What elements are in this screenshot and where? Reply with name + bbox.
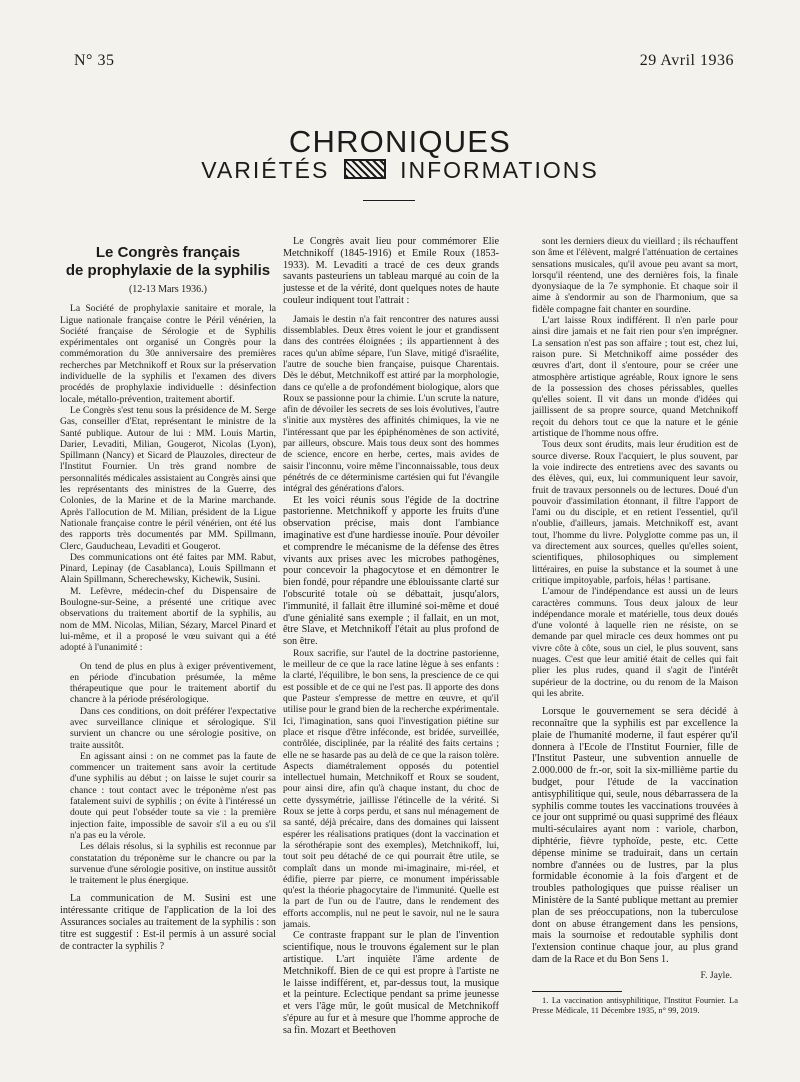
footnote: 1. La vaccination antisyphilitique, l'Institut Fournier. La Presse Médicale, 11 Décembre 1935, n° 99, 2019.	[532, 996, 738, 1015]
article-title	[60, 244, 276, 280]
quote-paragraph: Tous deux sont érudits, mais leur érudition est de source diverse. Roux l'acquiert, le plus souvent, par la voie indirecte des entretiens avec des savants ou des élèves, qui, eux, lui communiquent leur savoir, fruit de travaux personnels ou de lectures. Doué d'un pouvoir d'assimilation étonnant, il filtre l'apport de l'ami ou du disciple, et en retient l'essentiel, qu'il n'oublie, d'ailleurs, jamais. Metchnikoff est, avant tout, l'homme du livre. Polyglotte comme pas un, il va directement aux sources, quelles qu'elles soient, scientifiques, philosophiques ou simplement littéraires, en puise la substance et la soumet à une critique impitoyable, parfois, hélas ! partisane.	[532, 439, 738, 586]
column-2	[283, 236, 499, 1036]
paragraph: Des communications ont été faites par MM. Rabut, Pinard, Lepinay (de Casablanca), Louis Spillmann et Alain Spillmann, Scherechewsky, Kichewik, Susini.	[60, 551, 276, 586]
quote-paragraph: L'amour de l'indépendance est aussi un de leurs caractères communs. Tous deux jaloux de leur indépendance morale et matérielle, tous deux doués d'une volonté à laquelle rien ne résiste, on se demande par quel miracle ces deux hommes ont pu vivre côte à côte, sous un ciel, le plus souvent, sans nuages. C'est que leur amitié était de celles qui fait plier les plus rudes, quand il s'agit de l'intérêt supérieur de la doctrine, ou du renom de la Maison qui les abrite.	[532, 586, 738, 699]
quote-paragraph: sont les derniers dieux du vieillard ; ils réchauffent son âme et l'élèvent, malgré l'atténuation de certaines sensations musicales, qu'il avoue peu avant sa mort, lorsqu'il réentend, une des dernières fois, la finale dyonysiaque de la 7e symphonie. Et chaque soir il aime à s'endormir au son de l'harmonium, que sa fidèle compagne fait chanter en sourdine.	[532, 236, 738, 315]
paragraph: M. Lefèvre, médecin-chef du Dispensaire de Boulogne-sur-Seine, a présenté une critique avec observations du traitement abortif de la syphilis, au nom de MM. Nicolas, Milian, Sézary, Marcel Pinard et lui-même, et il a proposé le vœu suivant qui a été adopté à l'unanimité :	[60, 585, 276, 654]
paragraph: La Société de prophylaxie sanitaire et morale, la Ligue nationale française contre le Péril vénérien, la Société française de Sérologie et de Syphilis expérimentales ont organisé un Congrès pour la commémoration du 30e anniversaire des premières recherches par Metchnikoff et Roux sur la préservation individuelle de la syphilis et l'examen des divers procédés de prophylaxie individuelle : désinfection locale, métallo-prévention, traitement abortif.	[60, 303, 276, 405]
voeu-paragraph: Les délais résolus, si la syphilis est reconnue par constatation du tréponème sur le chancre ou par la survenue d'une sérologie positive, on institue aussitôt le traitement le plus énergique.	[70, 841, 276, 887]
column-1	[60, 238, 276, 952]
voeu-paragraph: On tend de plus en plus à exiger préventivement, en période d'incubation présumée, la même thérapeutique que pour le traitement abortif du chancre à la période présérologique.	[70, 660, 276, 706]
section-title: CHRONIQUES	[288, 124, 512, 159]
quote-paragraph: Ce contraste frappant sur le plan de l'invention scientifique, nous le trouvons également sur le plan artistique. L'art inquiète l'âme ardente de Metchnikoff. Bien de ce qui est propre à l'artiste ne le laisse indifférent, et, par-dessus tout, la musique et la peinture. Eclectique pendant sa prime jeunesse et vers l'âge mûr, le goût musical de Metchnikoff s'épure au fur et à mesure que l'homme approche de sa fin. Mozart et Beethoven	[283, 930, 499, 1036]
footnote-rule	[532, 991, 622, 992]
article-title-line-1: Le Congrès français	[95, 244, 241, 261]
signature: F. Jayle.	[700, 969, 732, 981]
paragraph: Le Congrès s'est tenu sous la présidence de M. Serge Gas, conseiller d'Etat, représentant le ministre de la Santé publique. Autour de lui : MM. Louis Martin, Darier, Levaditi, Milian, Gougerot, Nicolas (Lyon), Spillmann (Nancy) et Sicard de Plauzoles, directeur de l'Institut Fournier. Un très grand nombre de personnalités médicales assistaient au Congrès ainsi que les représentants des ministres de la Guerre, des Colonies, de la Marine et de la Marine marchande. Après l'allocution de M. Milian, président de la Ligue Nationale française contre le péril vénérien, ont été lus des rapports très documentés par MM. Spillmann, Clerc, Gauducheau, Levaditi et Gougerot.	[60, 404, 276, 552]
voeu-paragraph: En agissant ainsi : on ne commet pas la faute de commencer un traitement sans avoir la certitude d'une syphilis au début ; on laisse le sujet courir sa chance : tout contact avec le tréponème n'est pas fatalement suivi de syphilis ; on évite à l'intéressé un doute qui peut l'obséder toute sa vie : la première injection faite, impossible de savoir s'il a eu ou s'il n'a pas eu la vérole.	[70, 750, 276, 841]
section-subtitle	[0, 157, 800, 184]
paragraph-susini: La communication de M. Susini est une intéressante critique de l'application de la loi des Assurances sociales au traitement de la syphilis : son titre est suggestif : Est-il permis à un assuré social de contracter la syphilis ?	[60, 893, 276, 952]
ornament-icon	[344, 159, 386, 179]
voeu-paragraph: Dans ces conditions, on doit préférer l'expectative avec surveillance clinique et sérologique. S'il survient un chancre ou une sérologie positive, on traite aussitôt.	[70, 705, 276, 751]
subtitle-varietes: VARIÉTÉS	[201, 157, 330, 183]
voeu-block	[60, 661, 276, 887]
quote-paragraph: Jamais le destin n'a fait rencontrer des natures aussi dissemblables. Deux êtres voient le jour et grandissent dans des contrées éloignées ; ils appartiennent à des races qu'un abîme sépare, l'un Slave, mitigé d'israélite, l'autre de souche bien française, puisque Charentais. Dès le début, Metchnikoff est attiré par la morphologie, dans ce qu'elle a de profondément biologique, alors que Roux se passionne pour la chimie. L'un scrute la nature, afin de dévoiler les secrets de ses lois évolutives, l'autre s'initie aux mystères des affinités chimiques, la vie ne l'intéressant que par les épiphénomènes de son activité, par ailleurs, obscure. Mais tous deux sont des hommes de science, encore en herbe, certes, mais avides de saisir l'inconnu, voire même l'inconnaissable, tous deux pénétrés de ce déterminisme cartésien qui fut l'évangile intégral des générations d'alors.	[283, 313, 499, 495]
subtitle-informations: INFORMATIONS	[400, 157, 599, 183]
article-dates: (12-13 Mars 1936.)	[128, 284, 208, 295]
quote-paragraph: Roux sacrifie, sur l'autel de la doctrine pastorienne, le meilleur de ce que la race latine lègue à ses enfants : la clarté, l'équilibre, le bon sens, la prescience de ce qui est possible et de ce qui ne l'est pas. Il apporte des dons que Pasteur s'empresse de mettre en œuvre, et qu'il utilise pour le grand bien de la recherche expérimentale. Ici, l'imagination, sans quoi l'investigation piétine sur place et risque d'être inféconde, est bridée, surveillée, contrôlée, disciplinée, par la réalité des faits certains ; elle ne se hasarde pas au delà de ce que la raison tolère. Aspects diamétralement opposés du potentiel intellectuel humain, Metchnikoff et Roux se soudent, pour ainsi dire, afin qu'à chaque instant, du choc de cette dyssymétrie, jaillisse l'étincelle de la vérité. Si Roux se jette à corps perdu, et sans nul ménagement de sa santé, déjà précaire, dans des domaines qui laissent espérer les réalisations pratiques (dont la vaccination et la sérothérapie sont des exemples), Metchnikoff, lui, tout soit peu détaché de ce qui pourrait être utile, se complaît dans un monde mi-imaginaire, mi-réel, et édifie, pierre par pierre, ce monument impérissable qu'est la théorie phagocytaire de l'immunité. Quelle est la part de l'un ou de l'autre, dans le rendement des efforts accomplis, nul ne peut le savoir, nul ne le saura jamais.	[283, 647, 499, 931]
quote-paragraph: Et les voici réunis sous l'égide de la doctrine pastorienne. Metchnikoff y apporte les fruits d'une observation précise, mais dont l'ambiance imaginative est d'une hardiesse inouïe. Pour dévoiler et comprendre le mécanisme de la défense des êtres vivants aux prises avec les microbes pathogènes, pour concevoir la phagocytose et en démontrer le bien fondé, pour répandre une éblouissante clarté sur l'obscurité totale où se débattait, jusqu'alors, l'immunité, il fallait être illuminé soi-même et doué d'une génialité sans exemple ; il fallait, en un mot, être Slave, et Metchnikoff l'était au plus profond de son être.	[283, 494, 499, 648]
issue-date: 29 Avril 1936	[639, 52, 734, 69]
paragraph: Le Congrès avait lieu pour commémorer Elie Metchnikoff (1845-1916) et Emile Roux (1853-1933). M. Levaditi a tracé de ces deux grands savants pasteuriens un tableau marqué au coin de la justesse et de la vérité, dont quelques notes de haute couleur indiquent tout l'attrait :	[283, 236, 499, 306]
issue-number: N° 35	[74, 52, 115, 69]
article-title-line-2: de prophylaxie de la syphilis	[65, 262, 271, 279]
quote-paragraph: L'art laisse Roux indifférent. Il n'en parle pour ainsi dire jamais et ne fait rien pour s'en imprégner. La sensation n'est pas son affaire ; tout est, chez lui, raison pure. Si Metchnikoff aime posséder des œuvres d'art, dont il s'entoure, pour se créer une atmosphère artistique agréable, Roux ignore le sens de la possession des choses périssables, quelles qu'elles soient. Il vit dans un monde d'idées qui jaillissent de sa propre source, quand Metchnikoff reçoit du dehors tout ce que la nature et le génie artistique de l'homme nous offre.	[532, 315, 738, 440]
conclusion-paragraph: Lorsque le gouvernement se sera décidé à reconnaître que la syphilis est par excellence la plaie de l'humanité moderne, il faut espérer qu'il donnera à l'Ecole de l'Institut Fournier, fille de l'Institut Pasteur, une subvention annuelle de 2.000.000 de fr.-or, soit la six-millième partie du budget, pour l'étude de la vaccination antisyphilitique qui, seule, nous débarrassera de la syphilis comme toutes les vaccinations trouvées à ce jour ont supprimé ou quasi supprimé des fléaux multi-séculaires ayant nom : variole, charbon, diphtérie, fièvre typhoïde, peste, etc. Cette dépense minime se traduirait, dans un certain nombre d'années ou de lustres, par la plus formidable économie à la fois d'argent et de troubles pathologiques que puisse réaliser un Ministère de la Santé publique mettant au premier plan de ses préoccupations, non la tuberculose dont on abuse étrangement dans les pensions, mais la sournoise et redoutable syphilis dont l'extension continue chaque jour, au plus grand dam de la Race et du Bon Sens 1.	[532, 706, 738, 965]
title-rule	[363, 200, 415, 201]
column-3	[532, 236, 738, 1016]
